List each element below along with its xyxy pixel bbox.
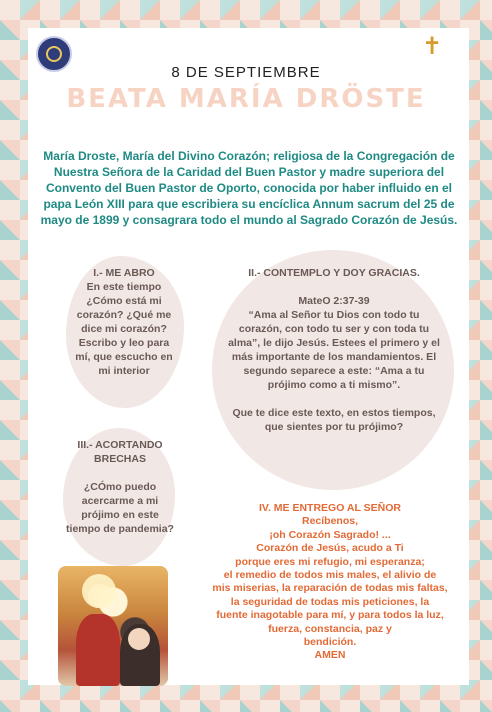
- section-body: En este tiempo ¿Cómo está mi corazón? ¿Qué me dice mi corazón? Escribo y leo para mí, que escucho en mi interior: [75, 281, 173, 377]
- feast-date: 8 DE SEPTIEMBRE: [171, 64, 321, 81]
- prayer-line: fuerza, constancia, paz y: [268, 622, 392, 635]
- prayer-line: Recíbenos,: [301, 515, 359, 528]
- prayer-line: ¡oh Corazón Sagrado! ...: [269, 528, 391, 541]
- section-heading: I.- ME ABRO: [93, 267, 155, 279]
- section-heading: IV. ME ENTREGO AL SEÑOR: [259, 502, 401, 514]
- section-body: ¿CÓmo puedo acercarme a mi prójimo en este tiempo de pandemia?: [66, 481, 174, 535]
- section-acortando-brechas: [66, 438, 174, 536]
- prayer-line: porque eres mi refugio, mi esperanza;: [235, 555, 425, 568]
- prayer-amen: AMEN: [314, 649, 346, 662]
- intro-paragraph: María Droste, María del Divino Corazón; religiosa de la Congregación de Nuestra Señora de la Caridad del Buen Pastor y madre superiora del Convento del Buen Pastor de Oporto, conocida por haber influido en el papa León XIII para que escribiera su encíclica Annum sacrum del 25 de mayo de 1899 y consagrara todo el mundo al Sagrado Corazón de Jesús.: [40, 149, 458, 227]
- page-title: BEATA MARÍA DRÖSTE: [66, 84, 426, 114]
- prayer-line: el remedio de todos mis males, el alivio de: [223, 569, 437, 582]
- section-heading: II.- CONTEMPLO Y DOY GRACIAS.: [248, 267, 420, 279]
- section-heading: III.- ACORTANDO BRECHAS: [77, 439, 163, 465]
- prayer-line: mis miserias, la reparación de todas mis faltas,: [212, 582, 448, 595]
- scripture-quote: “Ama al Señor tu Dios con todo tu corazón, con todo tu ser y con toda tu alma”, le dijo Jesús. Estees el primero y el más importante de los mandamientos. El segundo separece a este: “Ama a tu prójimo como a ti mismo”.: [228, 309, 440, 391]
- section-contemplo: [228, 266, 440, 434]
- halo: [82, 574, 116, 608]
- reflection-question: Que te dice este texto, en estos tiempos, que sientes por tu prójimo?: [232, 407, 436, 433]
- cross-icon: ✝: [421, 32, 443, 60]
- section-me-entrego: [210, 502, 450, 663]
- prayer-line: fuente inagotable para mí, y para todos la luz,: [216, 609, 444, 622]
- section-me-abro: [72, 266, 176, 378]
- prayer-line: la seguridad de todas mis peticiones, la: [230, 595, 430, 608]
- prayer-line: Corazón de Jesús, acudo a Ti: [256, 542, 404, 555]
- scripture-reference: MateO 2:37-39: [298, 295, 370, 307]
- jesus-figure: [76, 614, 120, 686]
- prayer-line: bendición.: [303, 636, 357, 649]
- sacred-heart-painting: [58, 566, 168, 686]
- nun-face: [128, 628, 150, 650]
